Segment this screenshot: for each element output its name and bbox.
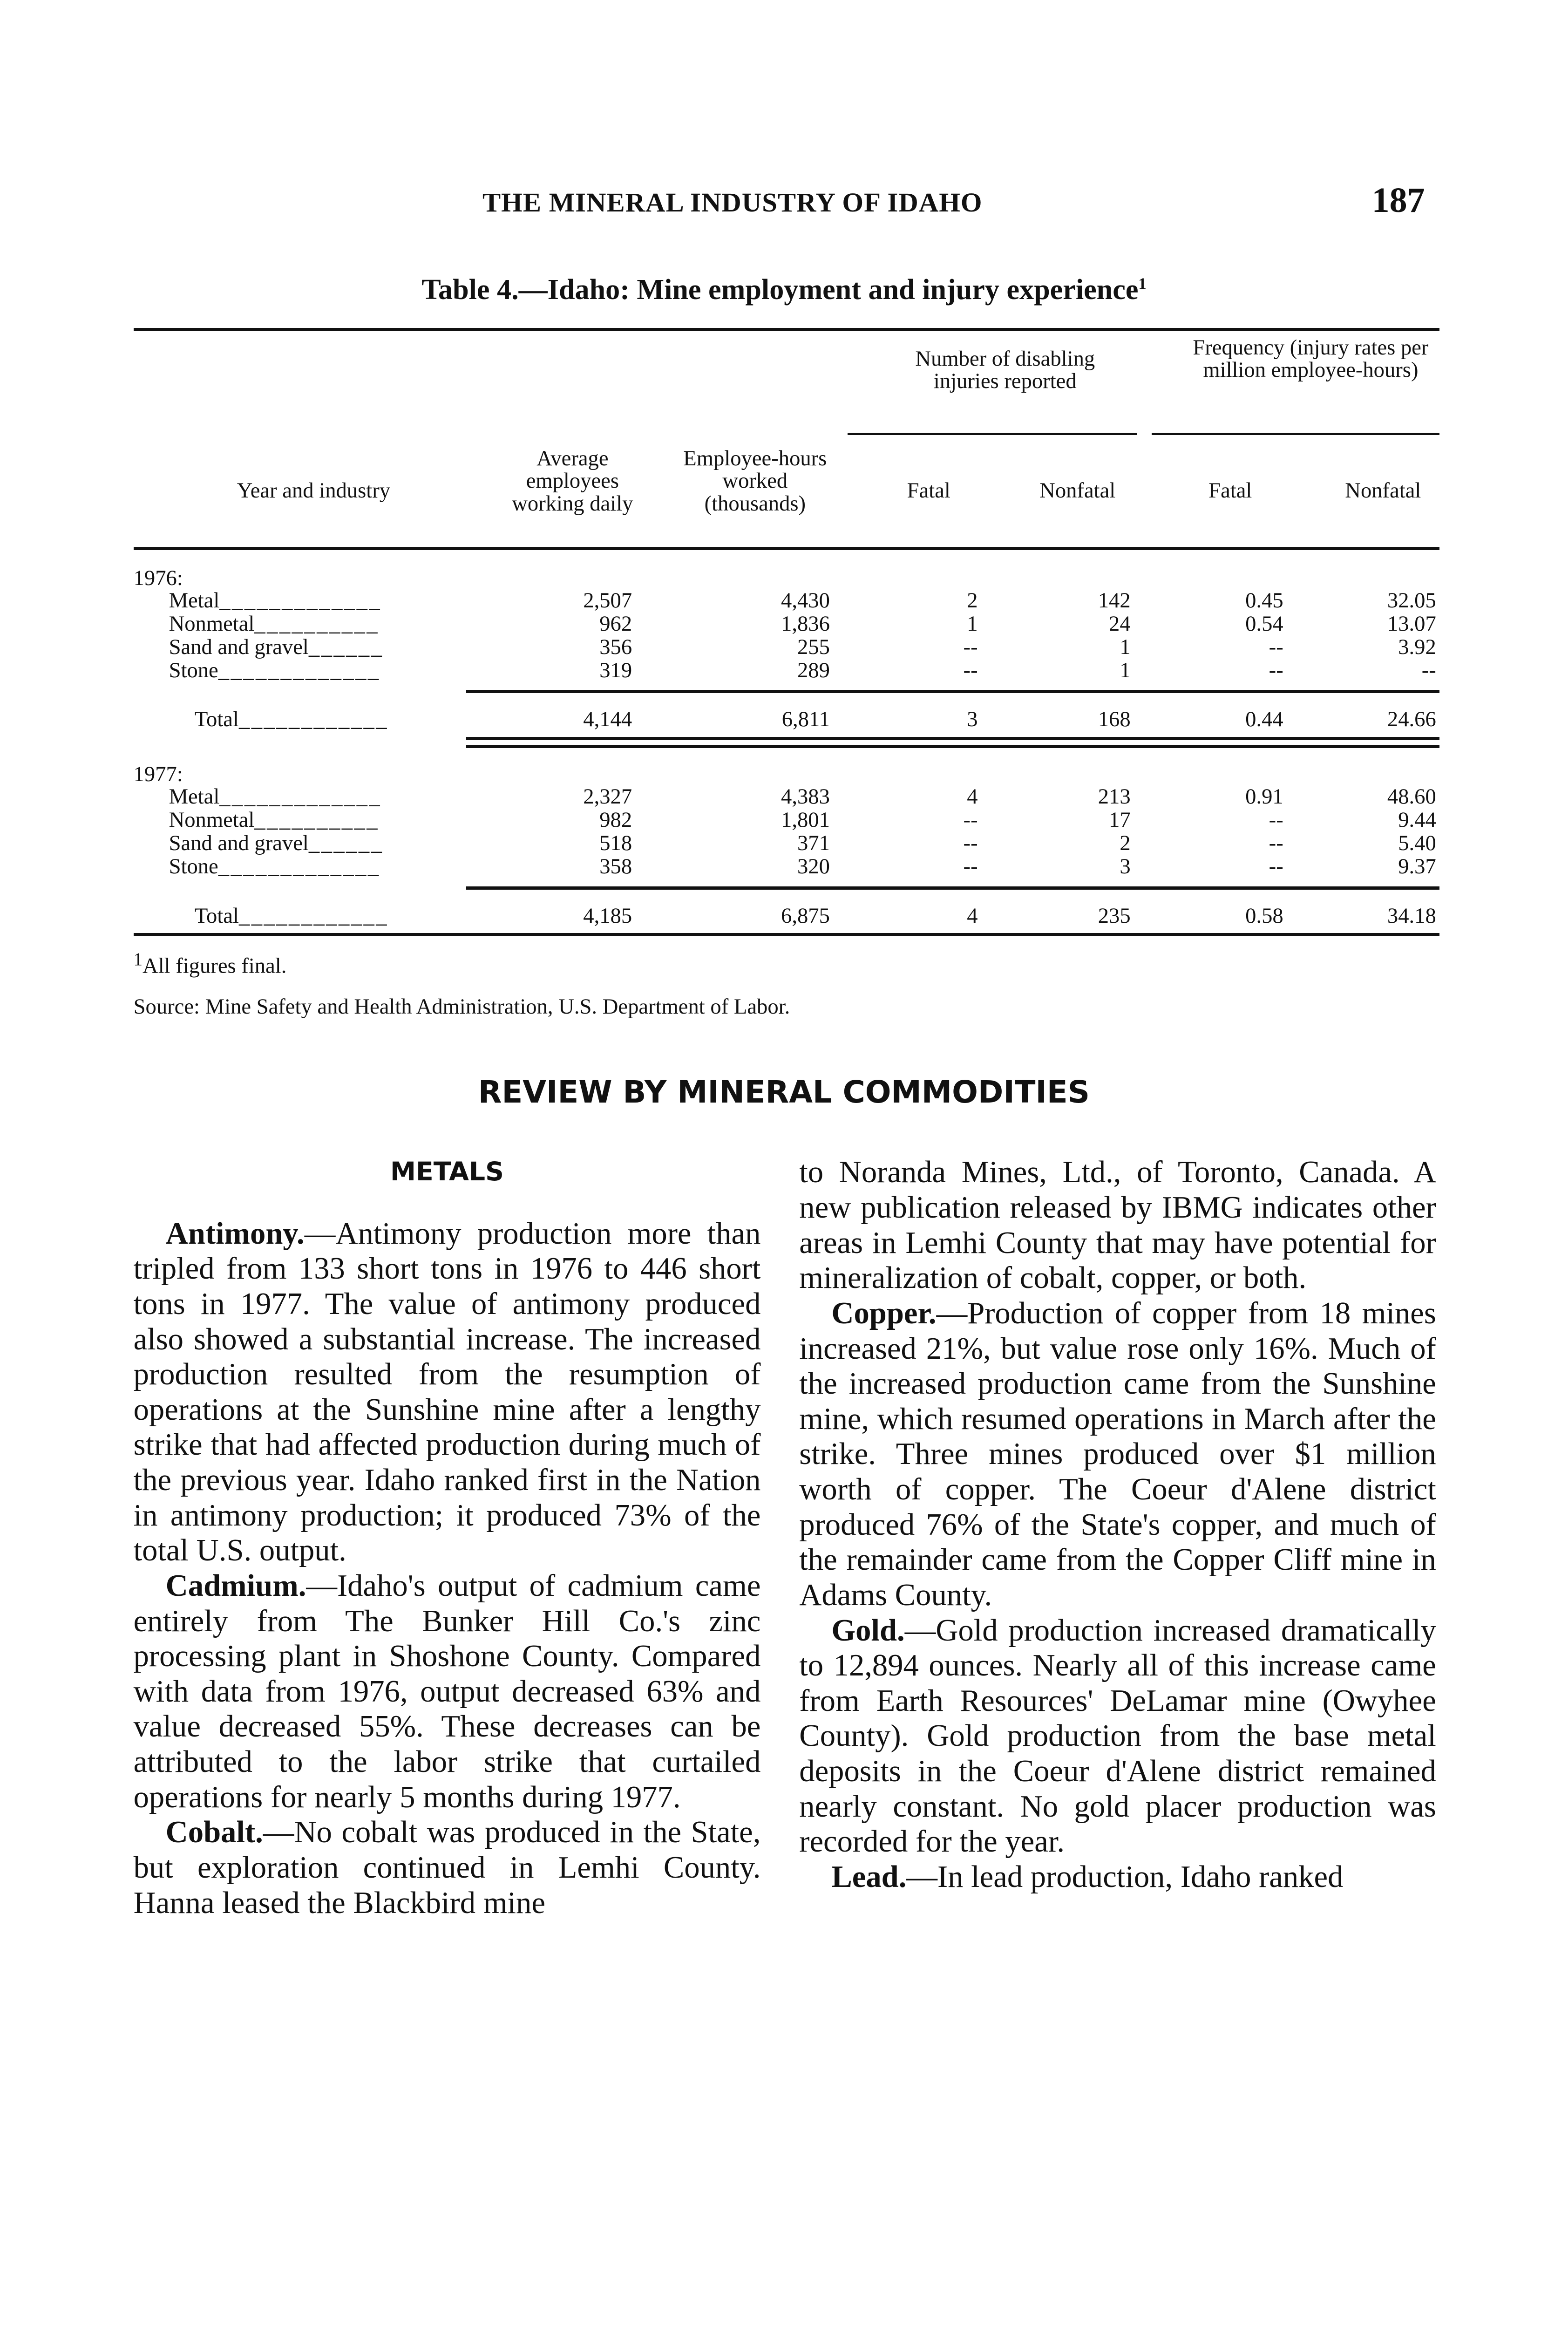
year-label bbox=[134, 566, 1439, 591]
total-row bbox=[134, 708, 1439, 732]
row-label bbox=[169, 785, 382, 809]
table-cell: 1 bbox=[1120, 635, 1131, 660]
table-cell: 2,507 bbox=[583, 588, 632, 613]
table-cell: 48.60 bbox=[1387, 784, 1436, 809]
table-cell: 24 bbox=[1109, 611, 1131, 636]
table-row bbox=[134, 855, 1439, 879]
table-row bbox=[134, 659, 1439, 683]
row-label bbox=[169, 855, 380, 879]
paragraph bbox=[134, 1216, 761, 1568]
table-cell: 6,811 bbox=[781, 707, 830, 732]
table-cell: -- bbox=[963, 658, 978, 683]
table-cell: 34.18 bbox=[1387, 903, 1436, 928]
row-label-text: Nonmetal bbox=[169, 611, 255, 636]
table-source: Source: Mine Safety and Health Administration, U.S. Department of Labor. bbox=[133, 994, 790, 1019]
table-title bbox=[0, 273, 1568, 306]
leader-dots: _____________ bbox=[219, 588, 382, 613]
table-cell: 371 bbox=[797, 831, 830, 856]
col-header-employee-hours: Employee-hours worked (thousands) bbox=[683, 446, 827, 516]
paragraph-lead: Cadmium. bbox=[165, 1568, 306, 1603]
row-label bbox=[169, 612, 379, 636]
total-rule bbox=[466, 737, 1439, 740]
row-label bbox=[169, 589, 382, 613]
table-cell: 13.07 bbox=[1387, 611, 1436, 636]
table-footnote bbox=[134, 949, 287, 979]
row-label bbox=[169, 659, 380, 683]
table-cell: 235 bbox=[1098, 903, 1131, 928]
table-row bbox=[134, 808, 1439, 832]
table-cell: -- bbox=[1269, 808, 1283, 832]
table-cell: 319 bbox=[599, 658, 632, 683]
row-label bbox=[195, 904, 388, 928]
table-cell: 4,383 bbox=[781, 784, 830, 809]
table-cell: 17 bbox=[1109, 808, 1131, 832]
col-header-fatal: Fatal bbox=[907, 478, 950, 503]
table-cell: 168 bbox=[1098, 707, 1131, 732]
page-number: 187 bbox=[1371, 180, 1425, 220]
paragraph-text: —Idaho's output of cadmium came entirely from The Bunker Hill Co.'s zinc processing plant in Shoshone County. Compared with data from 1976, output decreased 63% and value decreased 55%. These decreases can be attributed to the labor strike that curtailed operations for nearly 5 months during 1977. bbox=[133, 1568, 761, 1814]
table-cell: -- bbox=[1269, 635, 1283, 660]
leader-dots: _____________ bbox=[218, 658, 380, 683]
row-label bbox=[169, 831, 384, 856]
paragraph bbox=[799, 1155, 1436, 1296]
table-cell: -- bbox=[963, 831, 978, 856]
paragraph-lead: Cobalt. bbox=[165, 1815, 263, 1850]
table-cell: 2 bbox=[967, 588, 978, 613]
header-injuries-group: Number of disabling injuries reported bbox=[915, 346, 1095, 394]
total-rule bbox=[466, 745, 1439, 748]
table-cell: 2,327 bbox=[583, 784, 632, 809]
table-row bbox=[134, 831, 1439, 856]
table-cell: 213 bbox=[1098, 784, 1131, 809]
table-cell: 3 bbox=[967, 707, 978, 732]
paragraph-lead: Lead. bbox=[831, 1859, 907, 1894]
table-cell: 1,801 bbox=[781, 808, 830, 832]
paragraph-text: —Gold production increased dramatically to 12,894 ounces. Nearly all of this increase came from Earth Resources' DeLamar mine (Owyhee County). Gold production from the base metal deposits in the Coeur d'Alene district remained nearly constant. No gold placer production was recorded for the year. bbox=[799, 1613, 1436, 1859]
col-header-nonfatal: Nonfatal bbox=[1039, 478, 1116, 503]
table-cell: 4,144 bbox=[583, 707, 632, 732]
table-cell: 0.45 bbox=[1245, 588, 1283, 613]
col-header-avg-employees: Average employees working daily bbox=[512, 446, 633, 516]
group-rule bbox=[848, 433, 1137, 435]
table-cell: 1,836 bbox=[781, 611, 830, 636]
footnote-mark: 1 bbox=[133, 949, 143, 970]
leader-dots: __________ bbox=[254, 611, 379, 636]
paragraph-lead: Antimony. bbox=[165, 1216, 305, 1251]
paragraph bbox=[799, 1859, 1436, 1895]
total-row bbox=[134, 904, 1439, 928]
table-bottom-rule bbox=[134, 933, 1439, 936]
table-cell: 9.44 bbox=[1398, 808, 1436, 832]
paragraph bbox=[799, 1296, 1436, 1613]
table-cell: 255 bbox=[797, 635, 830, 660]
table-row bbox=[134, 635, 1439, 660]
row-label-text: Metal bbox=[169, 784, 220, 809]
section-heading: REVIEW BY MINERAL COMMODITIES bbox=[478, 1074, 1090, 1110]
table-cell: 1 bbox=[967, 611, 978, 636]
leader-dots: ____________ bbox=[238, 707, 389, 732]
table-row bbox=[134, 785, 1439, 809]
table-row bbox=[134, 589, 1439, 613]
table-cell: 320 bbox=[797, 854, 830, 879]
paragraph-text: —Antimony production more than tripled from 133 short tons in 1976 to 446 short tons in 1977. The value of antimony produced also showed a substantial increase. The increased production resulted from the resumption of operations at the Sunshine mine after a lengthy strike that had affected production during much of the previous year. Idaho ranked first in the Nation in antimony production; it produced 73% of the total U.S. output. bbox=[133, 1216, 761, 1568]
paragraph-text: —No cobalt was produced in the State, but exploration continued in Lemhi County. Hanna leased the Blackbird mine bbox=[133, 1815, 761, 1920]
table-cell: 4 bbox=[967, 784, 978, 809]
table-cell: -- bbox=[1421, 658, 1436, 683]
table-cell: 356 bbox=[599, 635, 632, 660]
footnote-mark: 1 bbox=[1138, 275, 1147, 293]
paragraph-text: to Noranda Mines, Ltd., of Toronto, Canada. A new publication released by IBMG indicates other areas in Lemhi County that may have potential for mineralization of cobalt, copper, or both. bbox=[799, 1155, 1436, 1295]
leader-dots: ____________ bbox=[238, 903, 389, 928]
leader-dots: _____________ bbox=[218, 854, 380, 879]
table-cell: 5.40 bbox=[1398, 831, 1436, 856]
paragraph bbox=[799, 1613, 1436, 1859]
row-label bbox=[195, 708, 388, 732]
table-cell: 3 bbox=[1120, 854, 1131, 879]
table-cell: 6,875 bbox=[781, 903, 830, 928]
col-header-freq-nonfatal: Nonfatal bbox=[1345, 478, 1421, 503]
table-cell: 982 bbox=[599, 808, 632, 832]
group-rule bbox=[1152, 433, 1439, 435]
leader-dots: __________ bbox=[254, 808, 379, 832]
leader-dots: ______ bbox=[308, 635, 384, 660]
table-cell: -- bbox=[963, 808, 978, 832]
row-label-text: Nonmetal bbox=[169, 808, 255, 832]
table-cell: 24.66 bbox=[1387, 707, 1436, 732]
leader-dots: _____________ bbox=[219, 784, 382, 809]
running-title: THE MINERAL INDUSTRY OF IDAHO bbox=[482, 187, 983, 218]
table-cell: 4 bbox=[967, 903, 978, 928]
header-frequency-group: Frequency (injury rates per million employee-hours) bbox=[1193, 335, 1429, 382]
left-column bbox=[134, 1155, 761, 1920]
leader-dots: ______ bbox=[308, 831, 384, 856]
table-top-rule bbox=[134, 328, 1439, 331]
table-cell: 9.37 bbox=[1398, 854, 1436, 879]
table-cell: 962 bbox=[599, 611, 632, 636]
subheading-metals: METALS bbox=[390, 1157, 504, 1187]
row-label bbox=[169, 808, 379, 832]
row-label-text: Total bbox=[194, 903, 239, 928]
table-cell: 0.58 bbox=[1245, 903, 1283, 928]
year-text: 1977: bbox=[133, 762, 183, 786]
year-text: 1976: bbox=[133, 565, 183, 590]
table-cell: 0.91 bbox=[1245, 784, 1283, 809]
year-label bbox=[134, 763, 1439, 787]
paragraph-text: —In lead production, Idaho ranked bbox=[906, 1859, 1344, 1894]
table-cell: 32.05 bbox=[1387, 588, 1436, 613]
table-row bbox=[134, 612, 1439, 636]
row-label-text: Sand and gravel bbox=[169, 635, 309, 660]
header-bottom-rule bbox=[134, 547, 1439, 550]
table-title-text: Table 4.—Idaho: Mine employment and injury experience bbox=[421, 274, 1139, 306]
table-cell: 289 bbox=[797, 658, 830, 683]
table-cell: 358 bbox=[599, 854, 632, 879]
right-column bbox=[799, 1155, 1436, 1894]
paragraph bbox=[134, 1815, 761, 1920]
paragraph-lead: Gold. bbox=[831, 1613, 905, 1648]
table-cell: -- bbox=[963, 635, 978, 660]
table-cell: 518 bbox=[599, 831, 632, 856]
table-cell: 4,430 bbox=[781, 588, 830, 613]
table-cell: 4,185 bbox=[583, 903, 632, 928]
table-cell: -- bbox=[1269, 658, 1283, 683]
table-cell: -- bbox=[963, 854, 978, 879]
total-rule bbox=[466, 690, 1439, 693]
table-cell: 3.92 bbox=[1398, 635, 1436, 660]
row-label-text: Metal bbox=[169, 588, 220, 613]
col-header-freq-fatal: Fatal bbox=[1208, 478, 1252, 503]
paragraph-text: —Production of copper from 18 mines increased 21%, but value rose only 16%. Much of the increased production came from the Sunshine mine, which resumed operations in March after the strike. Three mines produced over $1 million worth of copper. The Coeur d'Alene district produced 76% of the State's copper, and much of the remainder came from the Copper Cliff mine in Adams County. bbox=[799, 1296, 1436, 1612]
table-cell: 142 bbox=[1098, 588, 1131, 613]
row-label-text: Sand and gravel bbox=[169, 831, 309, 856]
table-cell: -- bbox=[1269, 854, 1283, 879]
footnote-text: All figures final. bbox=[143, 953, 287, 978]
row-label-text: Stone bbox=[169, 854, 218, 879]
paragraph bbox=[134, 1568, 761, 1815]
row-label-text: Total bbox=[194, 707, 239, 732]
total-rule bbox=[466, 886, 1439, 890]
col-header-year-industry: Year and industry bbox=[237, 478, 391, 503]
table-cell: 2 bbox=[1120, 831, 1131, 856]
paragraph-lead: Copper. bbox=[831, 1296, 937, 1330]
table-cell: -- bbox=[1269, 831, 1283, 856]
table-cell: 0.44 bbox=[1245, 707, 1283, 732]
row-label-text: Stone bbox=[169, 658, 218, 683]
row-label bbox=[169, 635, 384, 660]
table-cell: 0.54 bbox=[1245, 611, 1283, 636]
table-cell: 1 bbox=[1120, 658, 1131, 683]
